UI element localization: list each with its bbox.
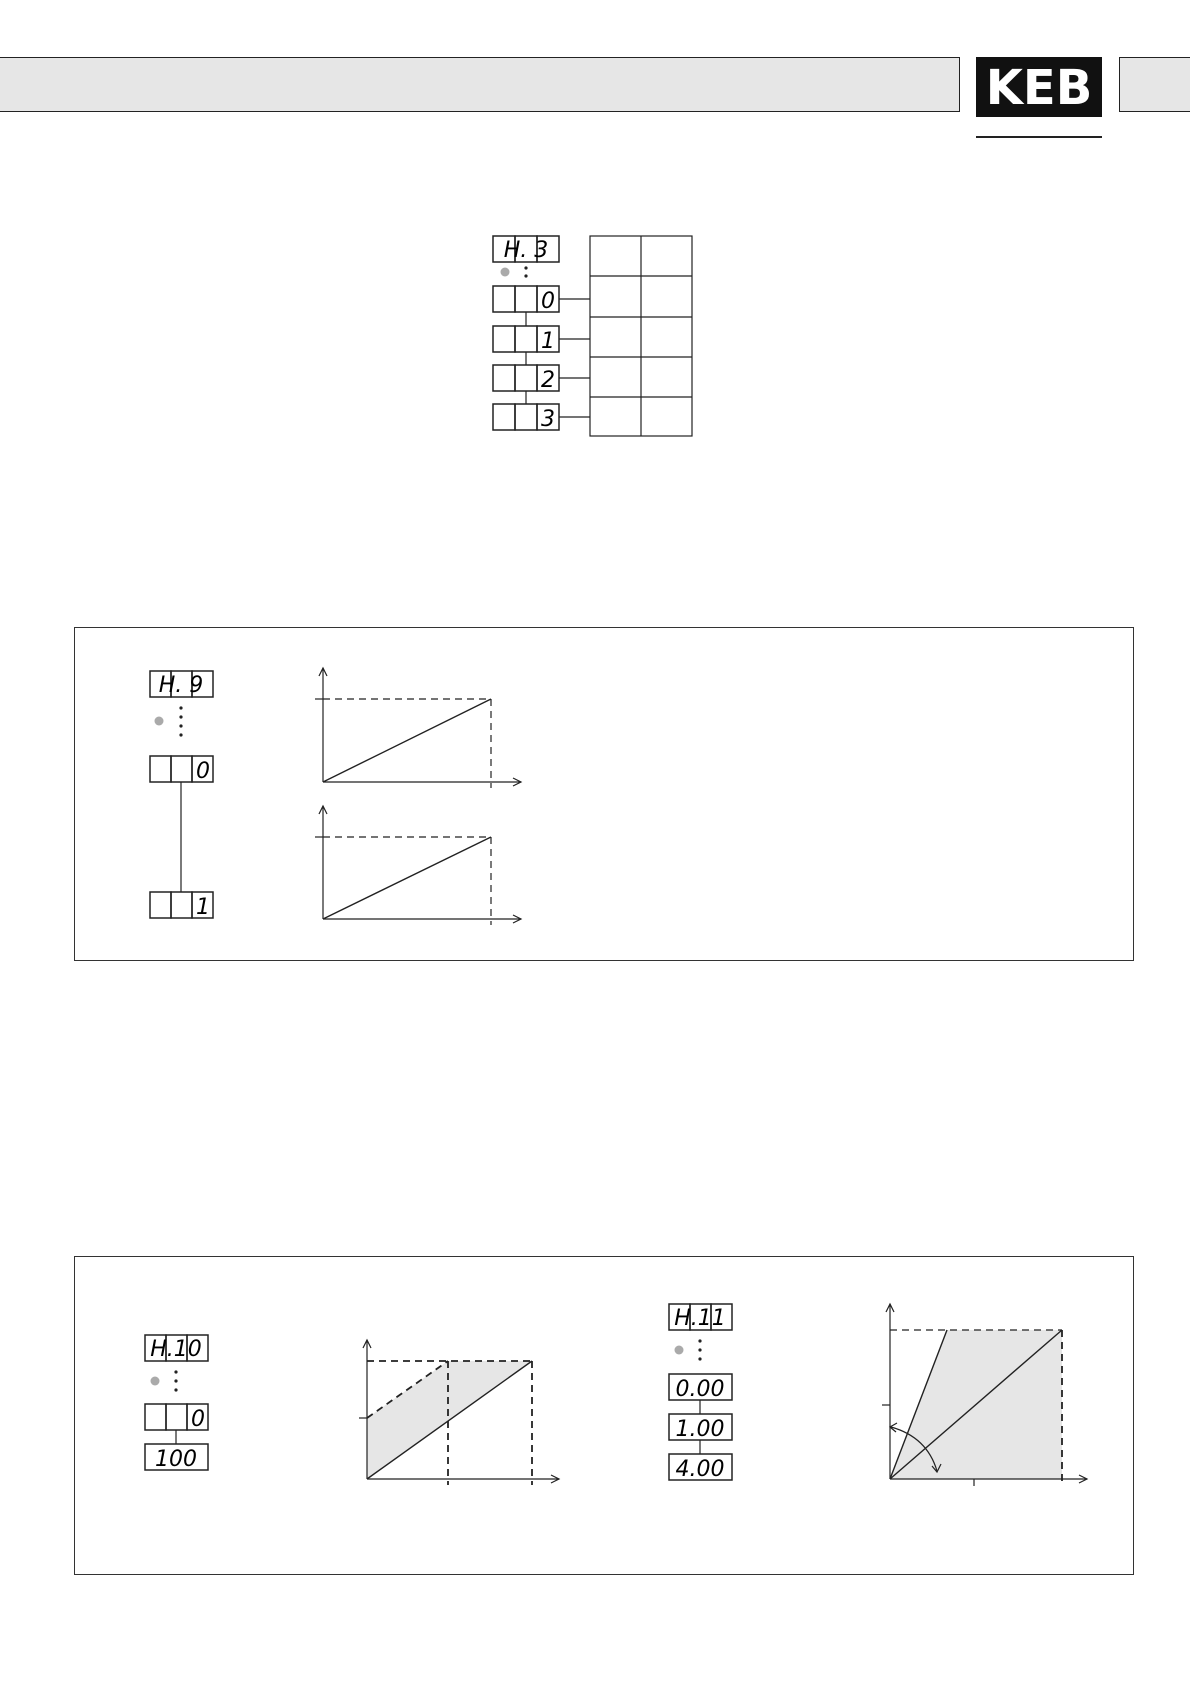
header-bar — [0, 57, 960, 112]
logo-rule — [976, 136, 1102, 138]
value-display-default — [145, 1404, 208, 1432]
mode-table — [590, 236, 692, 436]
svg-text:1.00: 1.00 — [675, 1417, 725, 1442]
header-bar-right — [1119, 57, 1190, 112]
value-display-2 — [669, 1454, 732, 1482]
graph-h11 — [882, 1304, 1087, 1486]
svg-text:0.00: 0.00 — [675, 1377, 725, 1402]
param-display-h9 — [150, 671, 213, 698]
value-display-0 — [669, 1374, 732, 1402]
panel-h9 — [74, 627, 1134, 961]
value-display-1 — [493, 326, 559, 354]
param-display-h11 — [669, 1304, 732, 1331]
svg-text:0: 0 — [196, 759, 210, 784]
svg-text:100: 100 — [155, 1447, 197, 1472]
keb-logo — [976, 57, 1102, 117]
param-label: H.10 — [150, 1337, 202, 1362]
value-display-3 — [493, 404, 559, 432]
led-indicator — [151, 1377, 160, 1386]
logo-text: KEB — [985, 60, 1093, 116]
led-indicator — [501, 268, 510, 277]
led-indicator — [675, 1346, 684, 1355]
param-display-h10 — [145, 1335, 208, 1362]
graph-h10 — [359, 1340, 559, 1485]
value-display-set — [145, 1444, 208, 1472]
value-display-1 — [669, 1414, 732, 1442]
figure-h3-table — [490, 232, 700, 442]
svg-text:1: 1 — [541, 329, 555, 354]
panel-h10-h11 — [74, 1256, 1134, 1575]
value-display-0 — [493, 286, 559, 314]
value-display-0 — [150, 756, 213, 784]
value-display-2 — [493, 365, 559, 393]
param-label: H.11 — [674, 1306, 726, 1331]
param-label: H. 9 — [158, 673, 204, 698]
figure-h9 — [75, 628, 1132, 959]
svg-text:1: 1 — [196, 895, 210, 920]
svg-text:2: 2 — [541, 368, 555, 393]
svg-text:3: 3 — [541, 407, 555, 432]
led-indicator — [155, 717, 164, 726]
svg-text:0: 0 — [191, 1407, 205, 1432]
figure-h10-h11 — [75, 1257, 1132, 1573]
param-label: H. 3 — [503, 238, 549, 263]
graph-h9-mode1 — [315, 806, 521, 925]
svg-text:4.00: 4.00 — [675, 1457, 725, 1482]
graph-h9-mode0 — [315, 668, 521, 788]
value-display-1 — [150, 892, 213, 920]
param-display-h3 — [493, 236, 559, 263]
svg-text:0: 0 — [541, 289, 555, 314]
